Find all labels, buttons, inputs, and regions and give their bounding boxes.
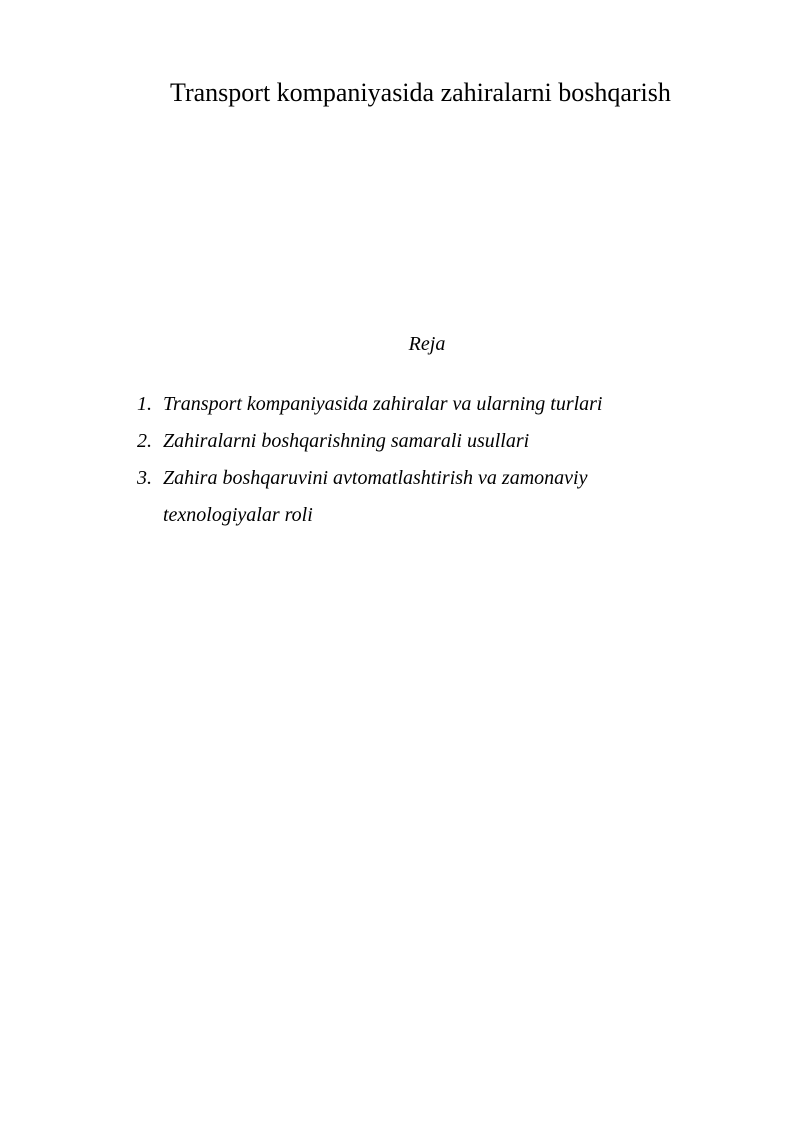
plan-item-text: Transport kompaniyasida zahiralar va ularning turlari	[163, 393, 603, 415]
plan-item	[137, 386, 657, 423]
plan-heading: Reja	[408, 333, 446, 355]
plan-item-number: 3.	[137, 467, 152, 489]
plan-item-number: 2.	[137, 430, 152, 452]
document-title: Transport kompaniyasida zahiralarni boshqarish	[170, 78, 671, 107]
plan-item-text: Zahiralarni boshqarishning samarali usullari	[163, 430, 530, 452]
plan-item-number: 1.	[137, 393, 152, 415]
plan-list	[137, 386, 657, 534]
plan-item	[137, 423, 657, 460]
plan-item	[137, 460, 657, 534]
plan-item-text: Zahira boshqaruvini avtomatlashtirish va zamonaviy texnologiyalar roli	[163, 467, 588, 526]
